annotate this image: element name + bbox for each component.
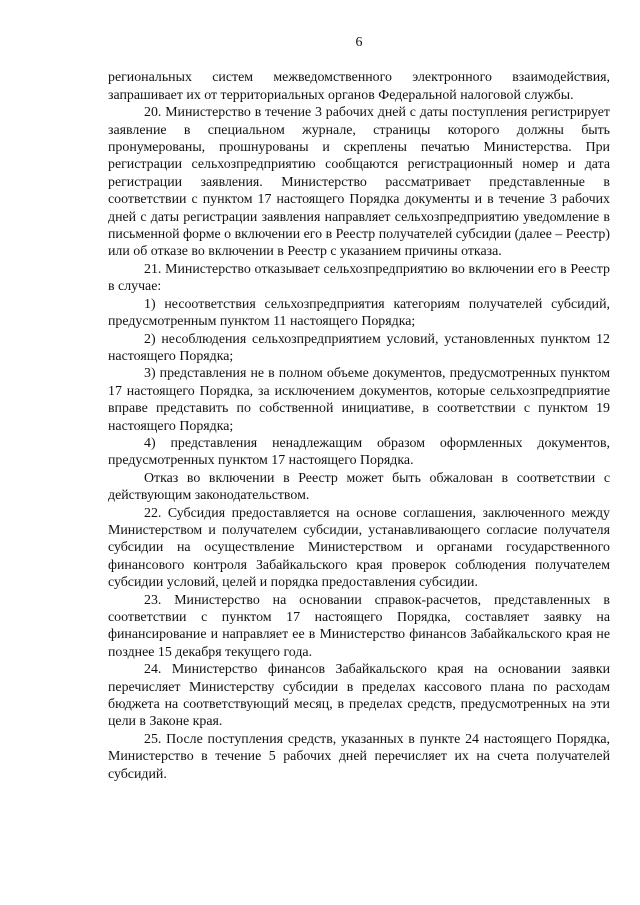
page-number: 6 — [355, 35, 363, 50]
list-item-21-1: 1) несоответствия сельхозпредприятия категориям получателей субсидий, предусмотренным пунктом 11 настоящего Порядка; — [108, 296, 610, 330]
paragraph-item-24: 24. Министерство финансов Забайкальского края на основании заявки перечисляет Министерству субсидии в пределах кассового плана по расходам бюджета на соответствующий месяц, в пределах средств, предусмотренных на эти цели в Законе края. — [108, 662, 610, 730]
list-item-21-3: 3) представления не в полном объеме документов, предусмотренных пунктом 17 настоящего Порядка, за исключением документов, которые сельхозпредприятие вправе представить по собственной инициативе, в соответствии с пунктом 19 настоящего Порядка; — [108, 366, 610, 434]
paragraph-item-23: 23. Министерство на основании справок-расчетов, представленных в соответствии с пунктом 17 настоящего Порядка, составляет заявку на финансирование и направляет ее в Министерство финансов Забайкальского края не позднее 15 декабря текущего года. — [108, 592, 610, 660]
paragraph-item-25: 25. После поступления средств, указанных в пункте 24 настоящего Порядка, Министерство в течение 5 рабочих дней перечисляет их на счета получателей субсидий. — [108, 731, 610, 782]
paragraph-continuation: региональных систем межведомственного электронного взаимодействия, запрашивает их от территориальных органов Федеральной налоговой службы. — [108, 70, 610, 103]
paragraph-appeal: Отказ во включении в Реестр может быть обжалован в соответствии с действующим законодательством. — [108, 470, 610, 504]
list-item-21-2: 2) несоблюдения сельхозпредприятием условий, установленных пунктом 12 настоящего Порядка; — [108, 331, 610, 364]
paragraph-item-20: 20. Министерство в течение 3 рабочих дней с даты поступления регистрирует заявление в специальном журнале, страницы которого должны быть пронумерованы, прошнурованы и скреплены печатью Министерства. При регистрации сельхозпредприятию сообщаются регистрационный номер и дата регистрации заявления. Министерство рассматривает представленные в соответствии с пунктом 17 настоящего Порядка документы и в течение 3 рабочих дней с даты регистрации заявления направляет сельхозпредприятию уведомление в письменной форме о включении его в Реестр получателей субсидии (далее – Реестр) или об отказе во включении в Реестр с указанием причины отказа. — [108, 105, 610, 260]
paragraph-item-21: 21. Министерство отказывает сельхозпредприятию во включении его в Реестр в случае: — [108, 261, 610, 295]
list-item-21-4: 4) представления ненадлежащим образом оформленных документов, предусмотренных пунктом 17 настоящего Порядка. — [108, 435, 610, 469]
paragraph-item-22: 22. Субсидия предоставляется на основе соглашения, заключенного между Министерством и получателем субсидии, устанавливающего согласие получателя субсидии на осуществление Министерством и органами государственного финансового контроля Забайкальского края проверок соблюдения получателем субсидии условий, целей и порядка предоставления субсидии. — [108, 505, 610, 591]
